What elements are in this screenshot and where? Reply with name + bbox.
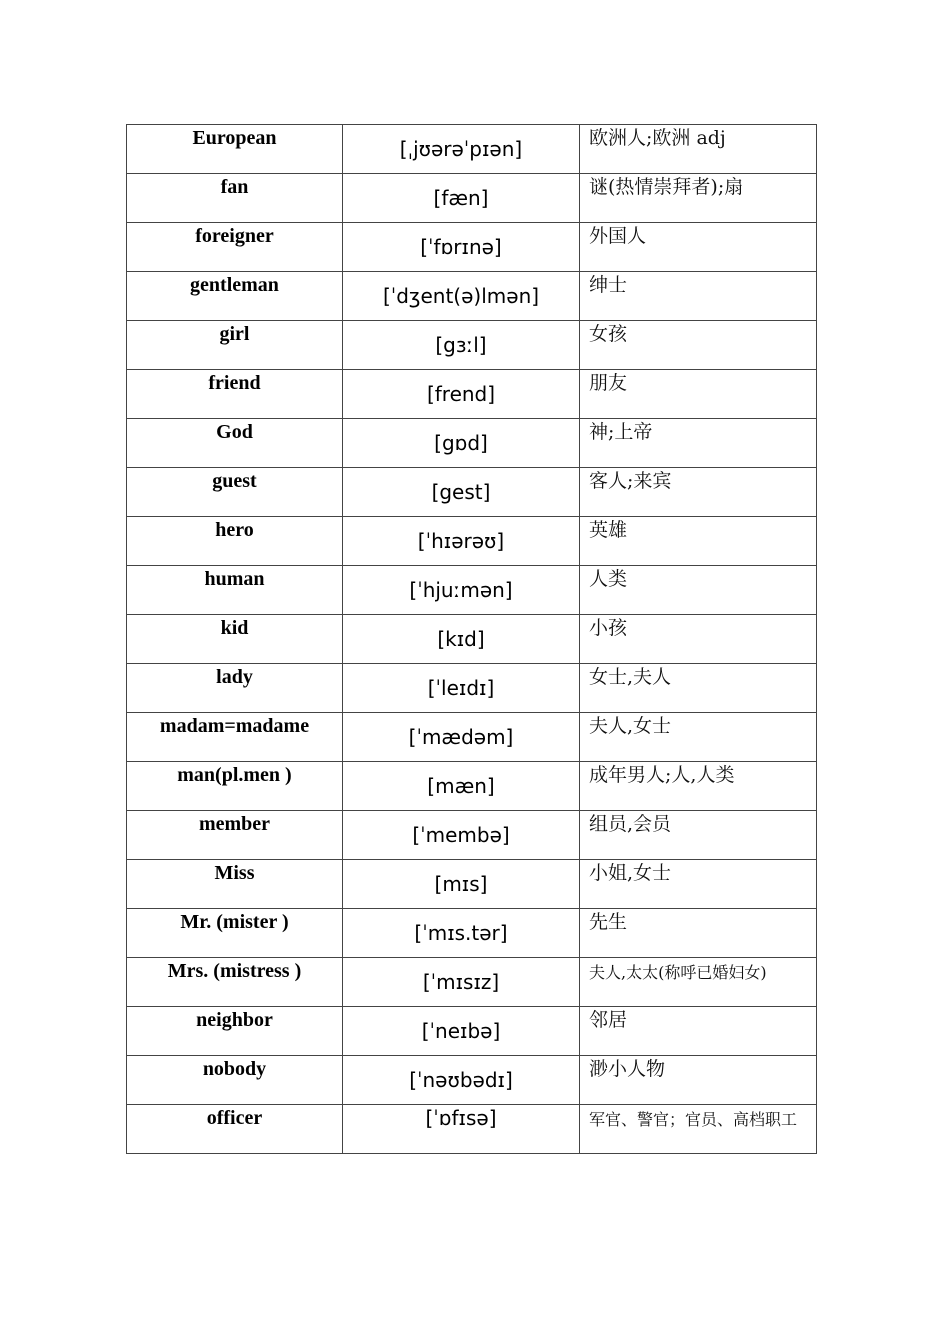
word-cell: neighbor (127, 1007, 343, 1056)
phonetic-cell: [ˈdʒent(ə)lmən] (343, 272, 580, 321)
phonetic-cell: [ˈmɪs.tər] (343, 909, 580, 958)
table-row (127, 1056, 817, 1105)
table-row (127, 713, 817, 762)
table-row (127, 811, 817, 860)
word-cell: European (127, 125, 343, 174)
phonetic-cell: [ˈneɪbə] (343, 1007, 580, 1056)
table-row (127, 664, 817, 713)
table-row (127, 174, 817, 223)
phonetic-cell: [ˈhɪərəʊ] (343, 517, 580, 566)
phonetic-cell: [fæn] (343, 174, 580, 223)
definition-cell: 英雄 (580, 517, 817, 566)
phonetic-cell: [ˈleɪdɪ] (343, 664, 580, 713)
phonetic-cell: [ˈɒfɪsə] (343, 1105, 580, 1154)
table-row (127, 1007, 817, 1056)
phonetic-cell: [ˈmembə] (343, 811, 580, 860)
phonetic-cell: [gɒd] (343, 419, 580, 468)
definition-cell: 朋友 (580, 370, 817, 419)
table-row (127, 419, 817, 468)
table-row (127, 321, 817, 370)
phonetic-cell: [ˈmædəm] (343, 713, 580, 762)
word-cell: kid (127, 615, 343, 664)
word-cell: girl (127, 321, 343, 370)
definition-cell: 外国人 (580, 223, 817, 272)
table-row (127, 860, 817, 909)
definition-cell: 军官、警官；官员、高档职工 (580, 1105, 817, 1154)
word-cell: madam=madame (127, 713, 343, 762)
word-cell: God (127, 419, 343, 468)
word-cell: hero (127, 517, 343, 566)
table-row (127, 468, 817, 517)
phonetic-cell: [mɪs] (343, 860, 580, 909)
word-cell: fan (127, 174, 343, 223)
definition-cell: 成年男人;人,人类 (580, 762, 817, 811)
word-cell: guest (127, 468, 343, 517)
table-row (127, 1105, 817, 1154)
word-cell: human (127, 566, 343, 615)
table-row (127, 762, 817, 811)
definition-cell: 客人;来宾 (580, 468, 817, 517)
phonetic-cell: [ˌjʊərəˈpɪən] (343, 125, 580, 174)
word-cell: lady (127, 664, 343, 713)
definition-cell: 谜(热情崇拜者);扇 (580, 174, 817, 223)
table-row (127, 909, 817, 958)
word-cell: member (127, 811, 343, 860)
word-cell: gentleman (127, 272, 343, 321)
word-cell: man(pl.men ) (127, 762, 343, 811)
phonetic-cell: [kɪd] (343, 615, 580, 664)
table-row (127, 517, 817, 566)
phonetic-cell: [ˈnəʊbədɪ] (343, 1056, 580, 1105)
word-cell: Mrs. (mistress ) (127, 958, 343, 1007)
phonetic-cell: [gest] (343, 468, 580, 517)
word-cell: nobody (127, 1056, 343, 1105)
phonetic-cell: [frend] (343, 370, 580, 419)
definition-cell: 渺小人物 (580, 1056, 817, 1105)
word-cell: friend (127, 370, 343, 419)
definition-cell: 神;上帝 (580, 419, 817, 468)
table-row (127, 272, 817, 321)
word-cell: Miss (127, 860, 343, 909)
definition-cell: 小孩 (580, 615, 817, 664)
definition-cell: 夫人,太太(称呼已婚妇女) (580, 958, 817, 1007)
definition-cell: 邻居 (580, 1007, 817, 1056)
definition-cell: 欧洲人;欧洲 adj (580, 125, 817, 174)
table-row (127, 615, 817, 664)
phonetic-cell: [mæn] (343, 762, 580, 811)
definition-cell: 先生 (580, 909, 817, 958)
table-row (127, 958, 817, 1007)
table-row (127, 566, 817, 615)
definition-cell: 女士,夫人 (580, 664, 817, 713)
word-cell: officer (127, 1105, 343, 1154)
phonetic-cell: [ˈhjuːmən] (343, 566, 580, 615)
vocabulary-table (126, 124, 817, 1154)
definition-cell: 绅士 (580, 272, 817, 321)
definition-cell: 组员,会员 (580, 811, 817, 860)
table-row (127, 125, 817, 174)
table-row (127, 223, 817, 272)
word-cell: foreigner (127, 223, 343, 272)
phonetic-cell: [gɜːl] (343, 321, 580, 370)
definition-cell: 夫人,女士 (580, 713, 817, 762)
definition-cell: 女孩 (580, 321, 817, 370)
phonetic-cell: [ˈfɒrɪnə] (343, 223, 580, 272)
phonetic-cell: [ˈmɪsɪz] (343, 958, 580, 1007)
table-row (127, 370, 817, 419)
definition-cell: 小姐,女士 (580, 860, 817, 909)
definition-cell: 人类 (580, 566, 817, 615)
word-cell: Mr. (mister ) (127, 909, 343, 958)
